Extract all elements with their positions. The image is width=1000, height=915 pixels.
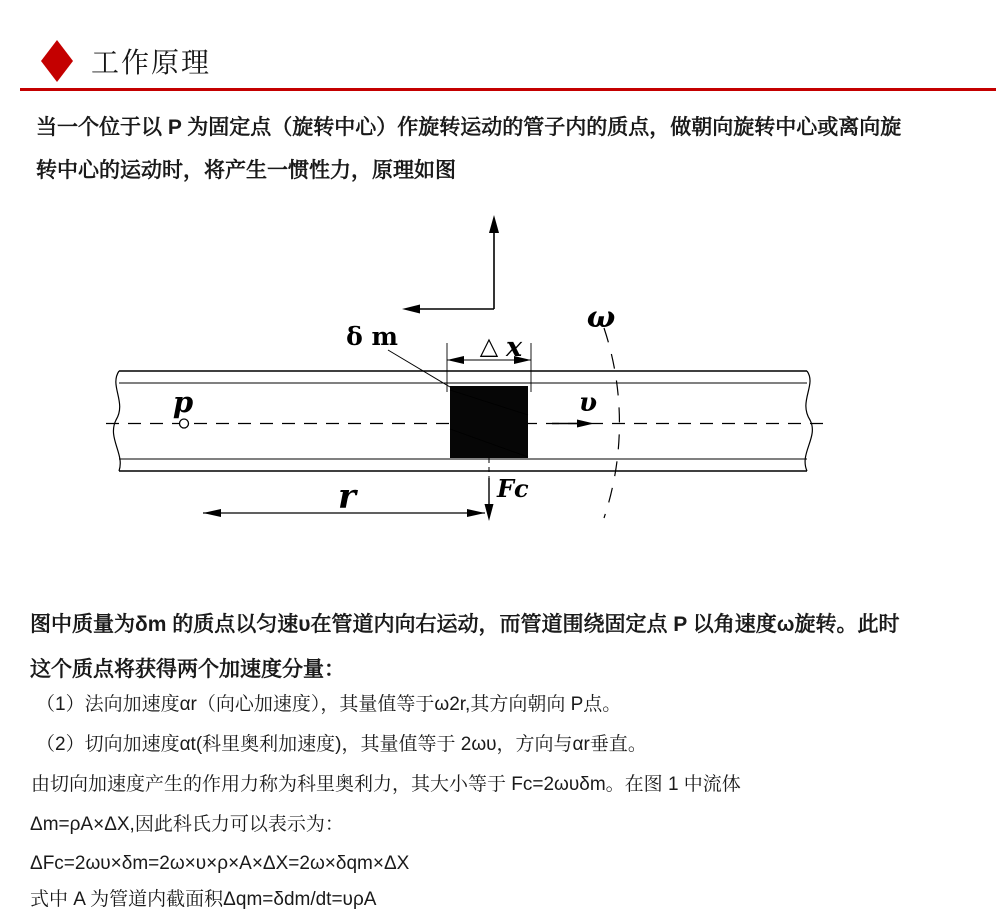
- mass-element: [346, 322, 528, 458]
- principle-diagram: [0, 180, 1000, 580]
- section-title: 工作原理: [91, 47, 212, 78]
- body-line-force-formula: ΔFc=2ωυ×δm=2ω×υ×ρ×A×ΔX=2ω×δqm×ΔX: [30, 853, 410, 874]
- label-delta-x-triangle: △: [479, 331, 499, 360]
- right-arrow-icon: [577, 420, 594, 428]
- down-arrow-icon: [485, 504, 494, 521]
- pipe-left-break: [113, 371, 120, 471]
- coriolis-force: [485, 458, 530, 521]
- body-line-coriolis: 由切向加速度产生的作用力称为科里奥利力，其大小等于 Fc=2ωυδm。在图 1 中流体: [31, 774, 741, 795]
- pivot-circle: [180, 419, 189, 428]
- left-arrow-icon: [402, 305, 420, 314]
- label-omega: ω: [586, 300, 616, 335]
- body-line-area-note: 式中 A 为管道内截面积Δqm=δdm/dt=υρA: [30, 889, 377, 910]
- label-pivot: p: [172, 385, 194, 419]
- header-divider: [20, 88, 996, 91]
- radius-dimension: [203, 477, 485, 517]
- label-radius: r: [338, 477, 356, 517]
- mass-square: [450, 386, 528, 458]
- up-arrow-icon: [489, 215, 499, 233]
- label-delta-m: δ m: [346, 322, 398, 351]
- section-header: [40, 38, 211, 84]
- label-fc: Fc: [497, 474, 529, 503]
- intro-line-1: 当一个位于以 P 为固定点（旋转中心）作旋转运动的管子内的质点，做朝向旋转中心或离向旋: [36, 116, 902, 139]
- body-paragraph-line-2: 这个质点将获得两个加速度分量：: [30, 658, 345, 681]
- label-velocity: υ: [578, 388, 598, 418]
- body-line-mass-formula: Δm=ρA×ΔX,因此科氏力可以表示为：: [30, 814, 344, 835]
- velocity-arrow: [552, 388, 597, 428]
- label-delta-x-letter: x: [505, 332, 523, 363]
- diamond-bullet-icon: [40, 39, 74, 83]
- delta-m-leader: [388, 350, 450, 387]
- intro-line-2: 转中心的运动时，将产生一惯性力，原理如图: [36, 159, 456, 182]
- list-item-1: （1）法向加速度αr（向心加速度），其量值等于ω2r,其方向朝向 P点。: [36, 694, 622, 715]
- body-paragraph-line-1: 图中质量为δm 的质点以匀速υ在管道内向右运动，而管道围绕固定点 P 以角速度ω旋转。此时: [30, 613, 900, 636]
- axes-arrows: [402, 215, 499, 314]
- list-item-2: （2）切向加速度αt(科里奥利加速度)，其量值等于 2ωυ，方向与αr垂直。: [36, 734, 647, 755]
- pipe-right-break: [805, 371, 812, 471]
- pivot-point: [173, 385, 193, 428]
